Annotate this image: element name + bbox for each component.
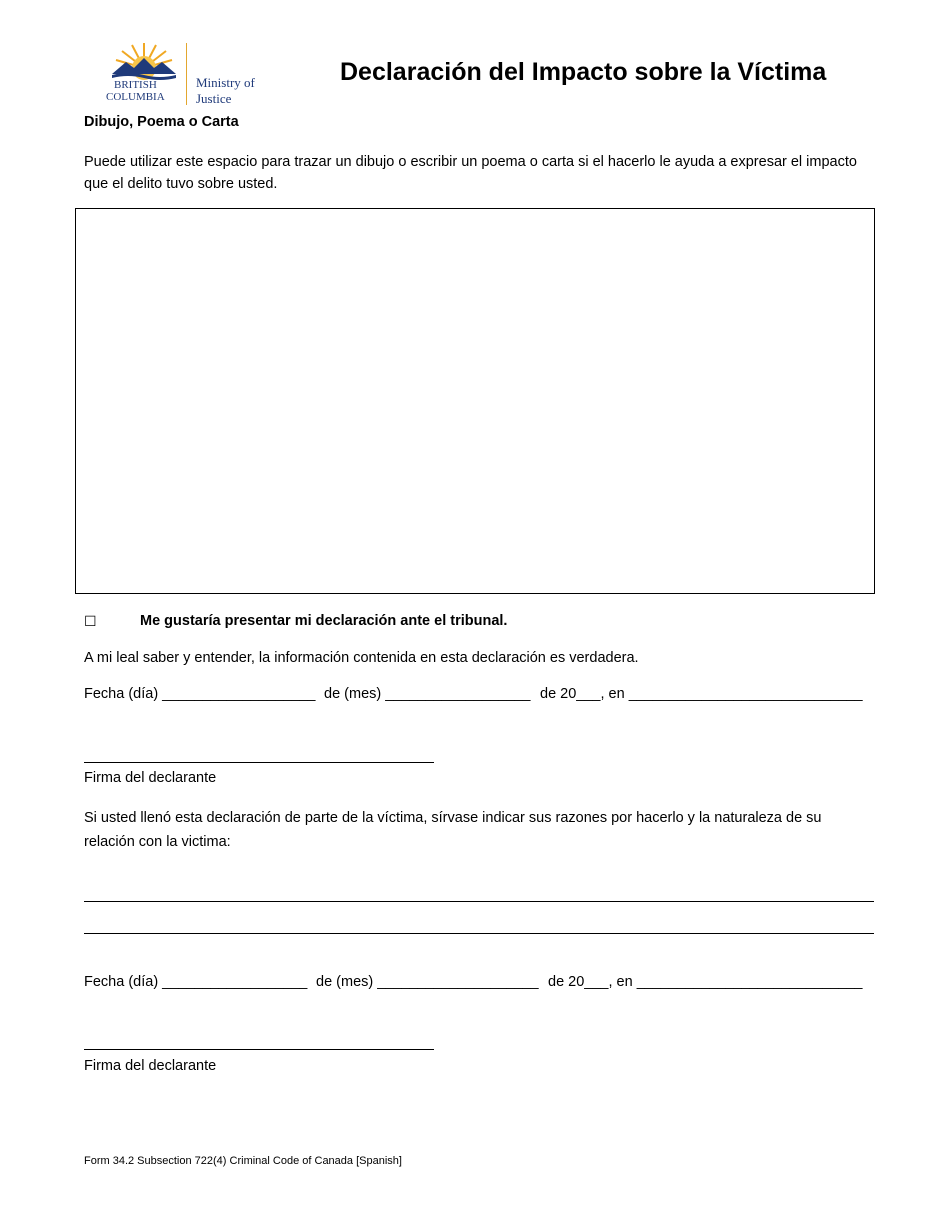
third-party-instructions: Si usted llenó esta declaración de parte de la víctima, sírvase indicar sus razones por hacerlo y la naturaleza de su relación con la victima:	[84, 810, 822, 850]
logo-province-line1: BRITISH	[114, 79, 157, 91]
drawing-area[interactable]	[75, 208, 875, 594]
date-year-place-field[interactable]: de 20___, en _____________________________	[540, 686, 863, 702]
date-day-field[interactable]: Fecha (día) ___________________	[84, 686, 316, 702]
date-row	[84, 686, 874, 706]
court-checkbox-label: Me gustaría presentar mi declaración ante el tribunal.	[140, 613, 508, 629]
date-day-field[interactable]: Fecha (día) __________________	[84, 974, 308, 990]
court-checkbox[interactable]: ☐	[84, 613, 97, 629]
reason-line[interactable]	[84, 933, 874, 934]
bc-sun-mountains-icon	[104, 40, 184, 80]
truth-statement: A mi leal saber y entender, la información contenida en esta declaración es verdadera.	[84, 650, 639, 666]
bc-justice-logo	[104, 40, 274, 110]
logo-province-line2: COLUMBIA	[106, 91, 165, 103]
date-month-field[interactable]: de (mes) ____________________	[316, 974, 539, 990]
date-year-place-field[interactable]: de 20___, en ____________________________	[548, 974, 863, 990]
reason-line[interactable]	[84, 901, 874, 902]
signature-label: Firma del declarante	[84, 1058, 217, 1074]
date-month-field[interactable]: de (mes) __________________	[324, 686, 531, 702]
signature-line[interactable]	[84, 1049, 434, 1050]
section-heading: Dibujo, Poema o Carta	[84, 114, 239, 130]
logo-ministry-line1: Ministry of	[196, 75, 255, 90]
logo-ministry-line2: Justice	[196, 91, 232, 106]
page-title: Declaración del Impacto sobre la Víctima	[340, 58, 827, 86]
signature-line[interactable]	[84, 762, 434, 763]
logo-divider	[186, 43, 187, 105]
date-row	[84, 974, 874, 994]
intro-paragraph: Puede utilizar este espacio para trazar un dibujo o escribir un poema o carta si el hacerlo le ayuda a expresar el impacto que el delito tuvo sobre usted.	[84, 154, 857, 192]
signature-label: Firma del declarante	[84, 770, 217, 786]
form-footer: Form 34.2 Subsection 722(4) Criminal Code of Canada [Spanish]	[84, 1155, 402, 1167]
